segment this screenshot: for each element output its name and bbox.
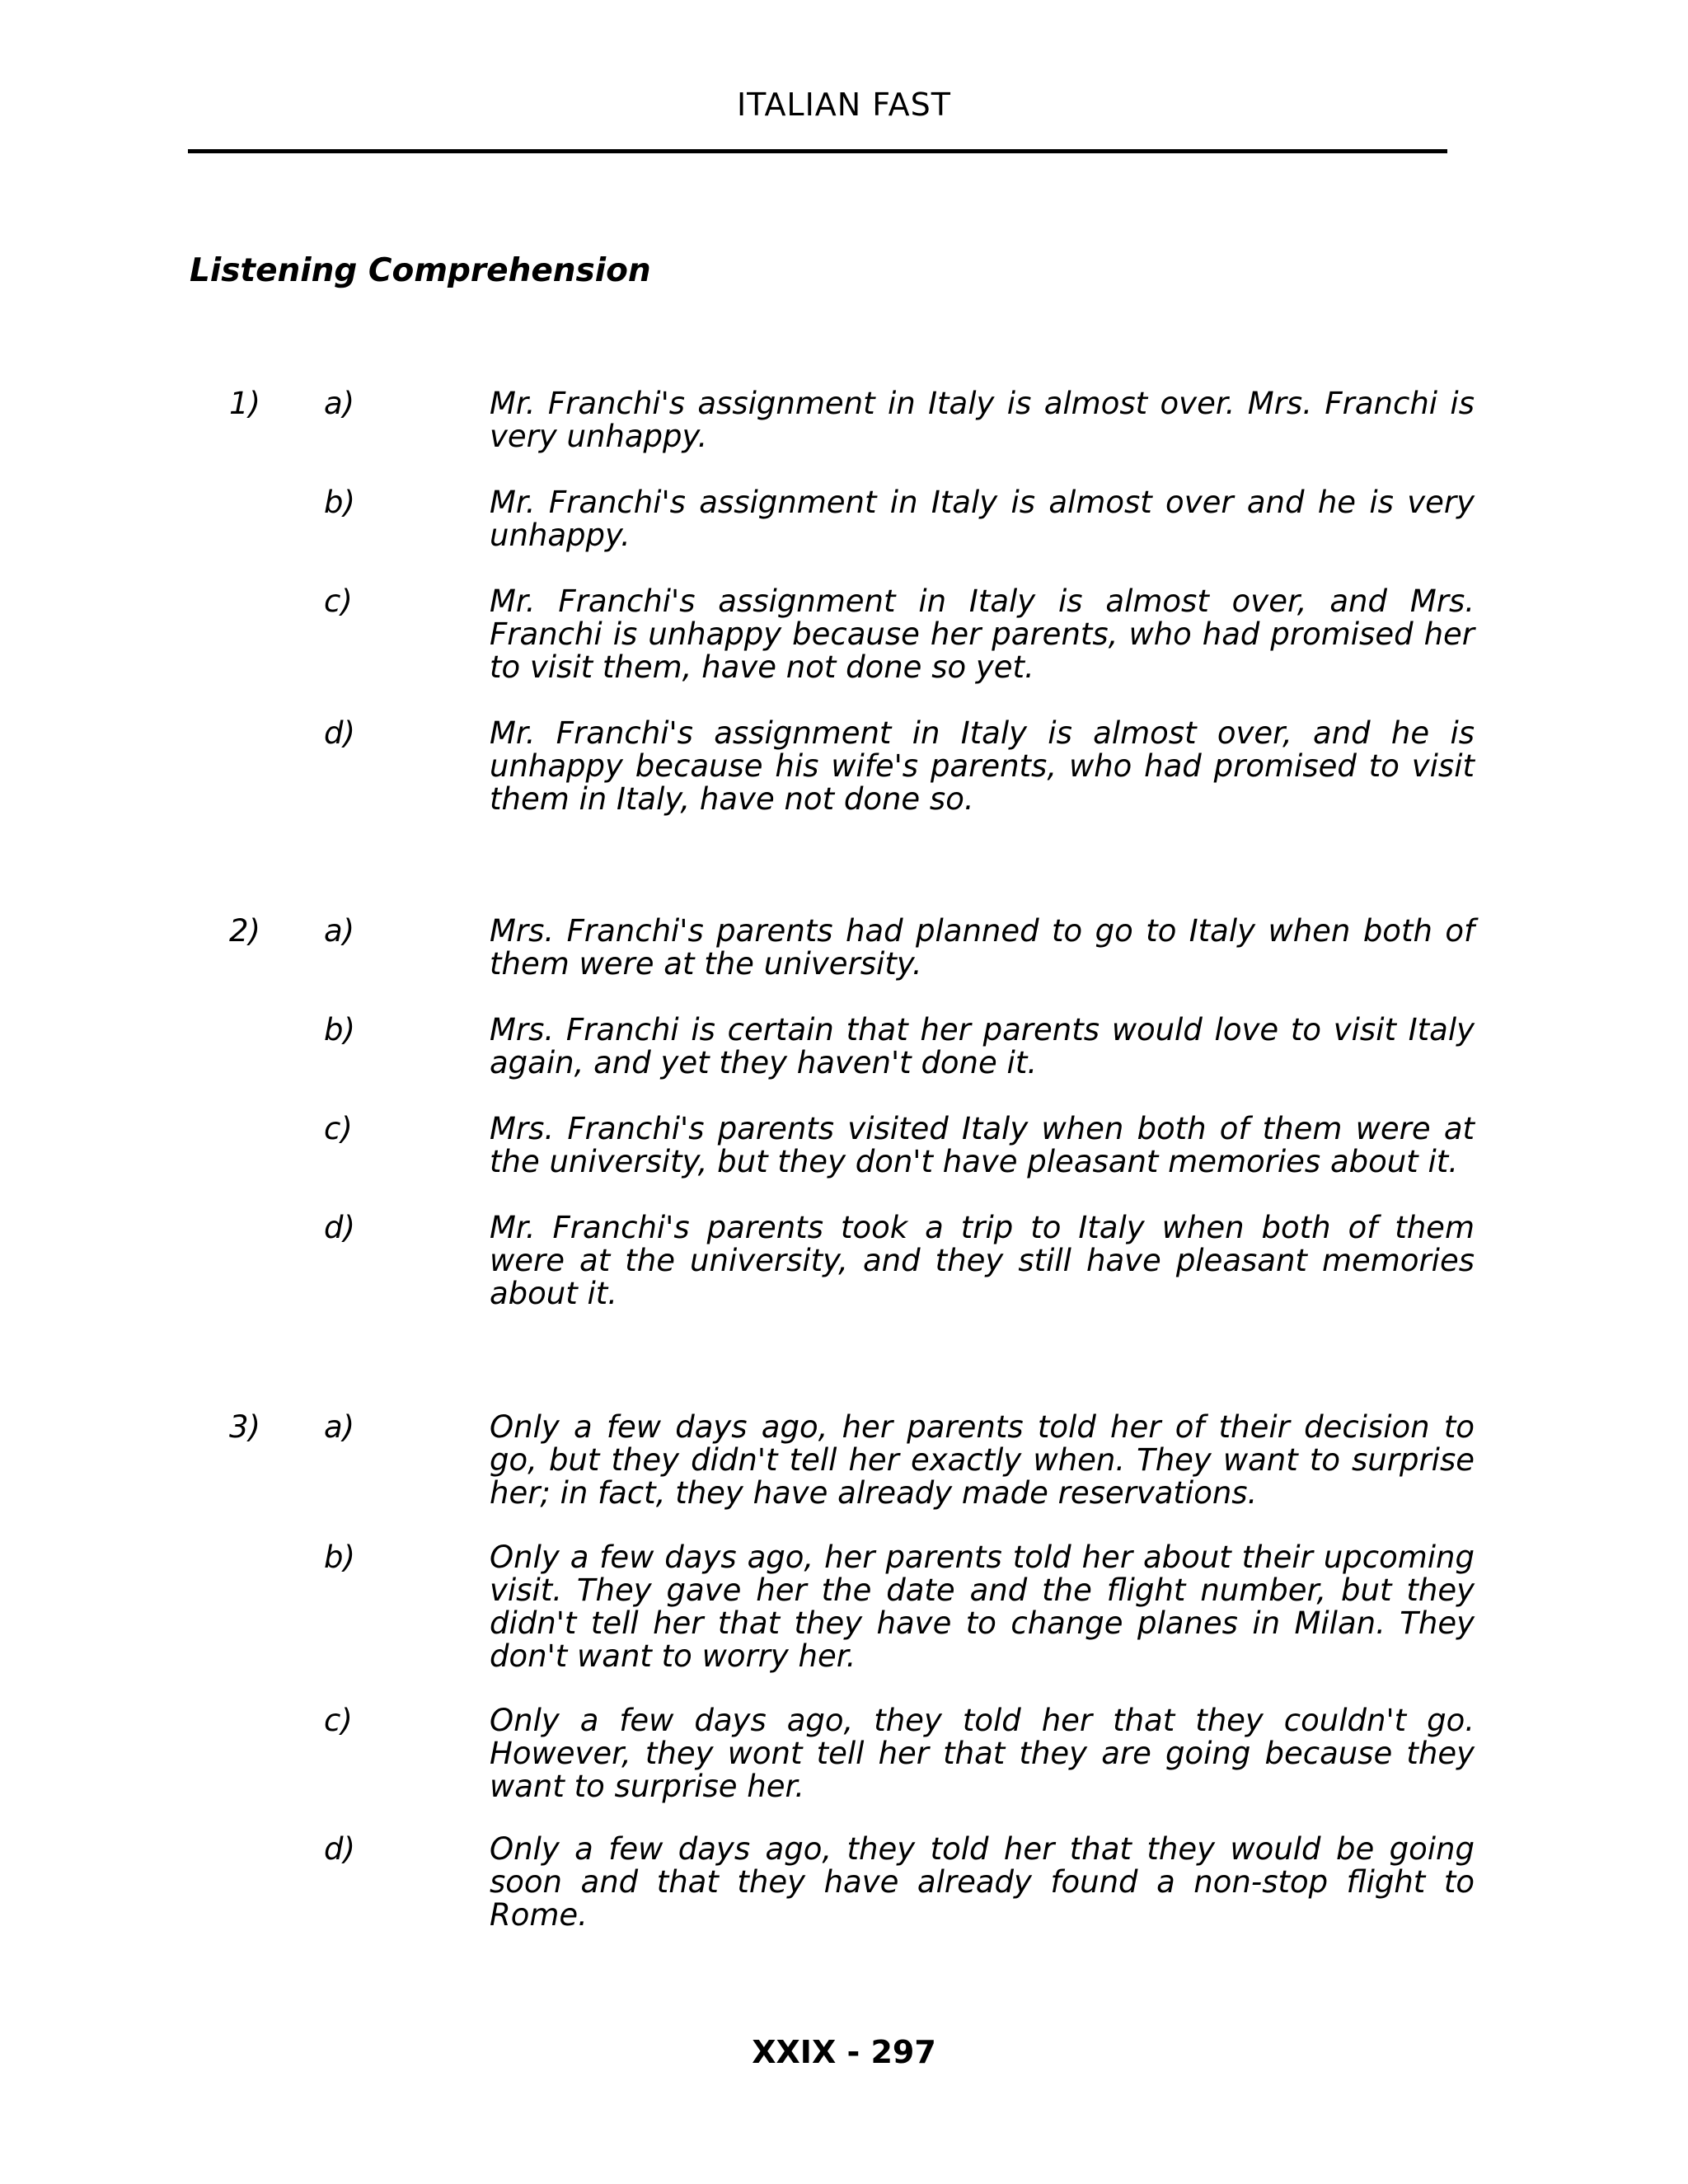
option-letter: d) [324,1210,355,1245]
option-text: Mrs. Franchi is certain that her parents would love to visit Italy again, and yet they haven't done it. [490,1012,1475,1080]
option-letter: b) [324,1012,355,1047]
option-text: Mrs. Franchi's parents had planned to go to Italy when both of them were at the university. [490,913,1475,982]
option-text: Mr. Franchi's parents took a trip to Italy when both of them were at the university, and they still have pleasant memories about it. [490,1210,1475,1311]
option-letter: d) [324,1831,355,1867]
running-header: ITALIAN FAST [736,87,952,123]
option-text: Only a few days ago, they told her that they would be going soon and that they have already found a non-stop flight to Rome. [490,1831,1475,1933]
option-letter: b) [324,1540,355,1575]
option-letter: a) [324,913,355,949]
option-text: Mrs. Franchi's parents visited Italy when both of them were at the university, but they don't have pleasant memories about it. [490,1111,1475,1179]
page-number: XXIX - 297 [752,2034,936,2070]
option-text: Mr. Franchi's assignment in Italy is almost over, and Mrs. Franchi is unhappy because her parents, who had promised her to visit them, have not done so yet. [490,583,1475,685]
section-title: Listening Comprehension [190,252,651,289]
option-letter: a) [324,386,355,421]
option-letter: b) [324,485,355,520]
option-letter: c) [324,1703,353,1738]
option-text: Only a few days ago, her parents told her of their decision to go, but they didn't tell her exactly when. They want to surprise her; in fact, they have already made reservations. [490,1409,1475,1511]
option-text: Mr. Franchi's assignment in Italy is almost over and he is very unhappy. [490,485,1475,553]
option-letter: c) [324,583,353,619]
question-number: 2) [229,913,260,949]
question-number: 1) [229,386,260,421]
option-letter: a) [324,1409,355,1445]
header-rule [188,149,1447,153]
option-text: Mr. Franchi's assignment in Italy is almost over, and he is unhappy because his wife's parents, who had promised to visit them in Italy, have not done so. [490,715,1475,817]
option-letter: d) [324,715,355,751]
option-text: Mr. Franchi's assignment in Italy is almost over. Mrs. Franchi is very unhappy. [490,386,1475,454]
option-letter: c) [324,1111,353,1146]
option-text: Only a few days ago, her parents told her about their upcoming visit. They gave her the date and the flight number, but they didn't tell her that they have to change planes in Milan. They don't want to worry her. [490,1540,1475,1674]
option-text: Only a few days ago, they told her that they couldn't go. However, they wont tell her that they are going because they want to surprise her. [490,1703,1475,1804]
question-number: 3) [229,1409,260,1445]
